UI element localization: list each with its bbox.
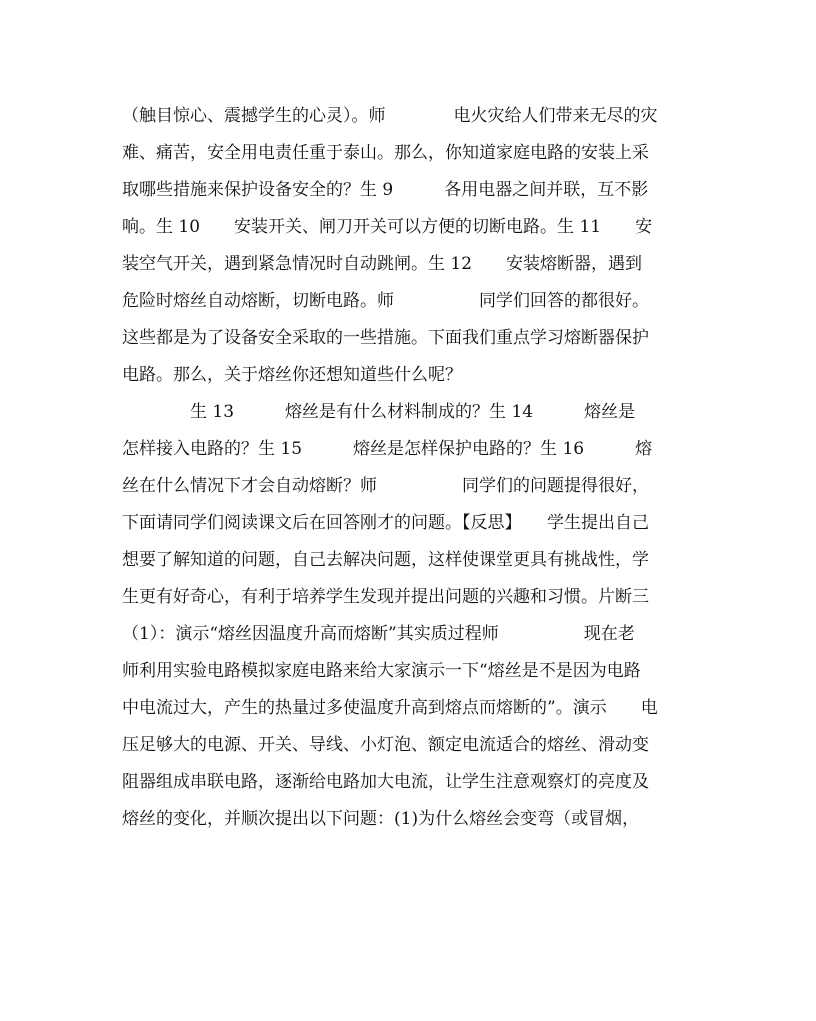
text-line: 响。生 10 安装开关、闸刀开关可以方便的切断电路。生 11 安: [122, 217, 653, 237]
text-line: 装空气开关，遇到紧急情况时自动跳闸。生 12 安装熔断器，遇到: [122, 254, 643, 274]
text-line: 中电流过大，产生的热量过多使温度升高到熔点而熔断的”。演示 电: [122, 698, 658, 718]
text-line: （1）：演示“熔丝因温度升高而熔断”其实质过程师 现在老: [122, 624, 635, 644]
text-line: 这些都是为了设备安全采取的一些措施。下面我们重点学习熔断器保护: [122, 328, 649, 348]
text-line: 难、痛苦，安全用电责任重于泰山。那么，你知道家庭电路的安装上采: [122, 143, 649, 163]
text-line: 生更有好奇心，有利于培养学生发现并提出问题的兴趣和习惯。片断三: [122, 587, 649, 607]
text-line: 想要了解知道的问题，自己去解决问题，这样使课堂更具有挑战性，学: [122, 550, 649, 570]
text-line: 取哪些措施来保护设备安全的？生 9 各用电器之间并联，互不影: [122, 180, 649, 200]
text-line: （触目惊心、震撼学生的心灵）。师 电火灾给人们带来无尽的灾: [122, 106, 658, 126]
text-line: 电路。那么，关于熔丝你还想知道些什么呢？: [122, 365, 462, 385]
text-line: 丝在什么情况下才会自动熔断？师 同学们的问题提得很好，: [122, 476, 649, 496]
text-line: 压足够大的电源、开关、导线、小灯泡、额定电流适合的熔丝、滑动变: [122, 735, 649, 755]
text-line: 阻器组成串联电路，逐渐给电路加大电流，让学生注意观察灯的亮度及: [122, 772, 649, 792]
text-line: 师利用实验电路模拟家庭电路来给大家演示一下“熔丝是不是因为电路: [122, 661, 641, 681]
text-line: 生 13 熔丝是有什么材料制成的？生 14 熔丝是: [122, 402, 636, 422]
text-line: 下面请同学们阅读课文后在回答刚才的问题。【反思】 学生提出自己: [122, 513, 649, 533]
text-line: 危险时熔丝自动熔断，切断电路。师 同学们回答的都很好。: [122, 291, 649, 311]
text-line: 怎样接入电路的？生 15 熔丝是怎样保护电路的？生 16 熔: [122, 439, 653, 459]
text-line: 熔丝的变化，并顺次提出以下问题：(1)为什么熔丝会变弯（或冒烟，: [122, 809, 640, 829]
